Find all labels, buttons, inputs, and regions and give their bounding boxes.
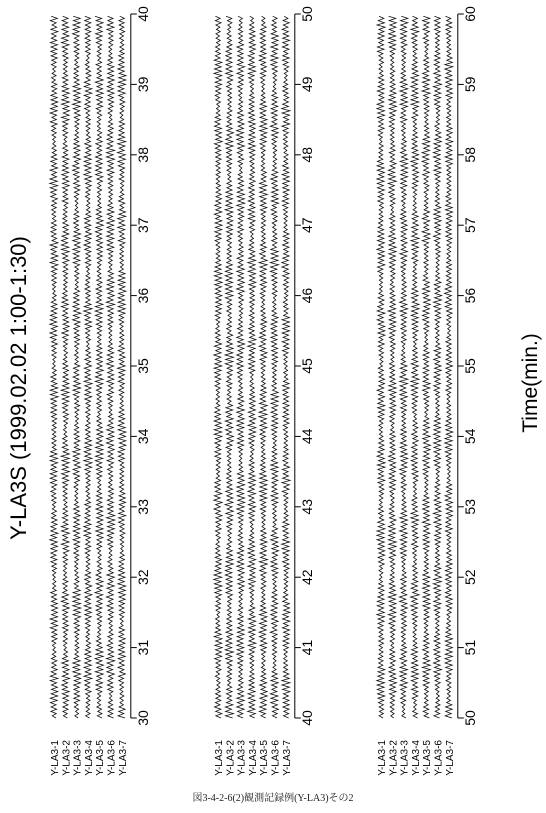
tick-label: 38 (134, 147, 151, 163)
trace-y-la3-6 (106, 16, 114, 718)
trace-y-la3-7 (445, 16, 453, 718)
trace-y-la3-3 (73, 16, 81, 718)
channel-label: Y-LA3-2 (388, 740, 400, 776)
channel-label: Y-LA3-2 (61, 740, 73, 776)
channel-label: Y-LA3-3 (236, 740, 248, 776)
tick-label: 45 (298, 358, 315, 374)
chart-title: Y-LA3S (1999.02.02 1:00-1:30) (6, 236, 31, 540)
tick-label: 33 (134, 499, 151, 515)
tick-label: 53 (461, 499, 478, 515)
trace-y-la3-5 (259, 16, 268, 718)
channel-label: Y-LA3-7 (444, 740, 456, 776)
panels-group (50, 6, 478, 776)
channel-label: Y-LA3-2 (225, 740, 237, 776)
trace-y-la3-3 (236, 16, 244, 718)
tick-label: 59 (461, 76, 478, 93)
tick-label: 52 (461, 569, 478, 585)
tick-label: 46 (298, 287, 315, 304)
tick-label: 34 (134, 428, 151, 445)
tick-label: 43 (298, 499, 315, 515)
trace-y-la3-5 (95, 16, 104, 718)
tick-label: 57 (461, 217, 478, 233)
channel-label: Y-LA3-6 (106, 740, 118, 776)
channel-label: Y-LA3-7 (281, 740, 293, 776)
trace-y-la3-5 (422, 16, 430, 718)
tick-label: 58 (461, 147, 478, 163)
channel-label: Y-LA3-5 (422, 740, 434, 776)
channel-label: Y-LA3-5 (95, 740, 107, 776)
figure-caption: 図3-4-2-6(2)観測記録例(Y-LA3)その2 (192, 793, 354, 804)
panel-2 (214, 6, 315, 776)
trace-y-la3-1 (377, 16, 385, 718)
trace-y-la3-4 (248, 16, 256, 718)
tick-label: 51 (461, 639, 478, 656)
tick-label: 48 (298, 147, 315, 163)
channel-label: Y-LA3-5 (259, 740, 271, 776)
channel-label: Y-LA3-4 (83, 740, 95, 776)
channel-label: Y-LA3-1 (50, 740, 61, 776)
trace-y-la3-4 (84, 16, 92, 718)
trace-y-la3-2 (61, 16, 69, 718)
tick-label: 55 (461, 358, 478, 374)
tick-label: 30 (134, 710, 151, 726)
tick-label: 40 (134, 6, 151, 22)
channel-label: Y-LA3-3 (399, 740, 411, 776)
panel-3 (377, 6, 478, 776)
tick-label: 42 (298, 569, 315, 585)
trace-y-la3-6 (270, 16, 278, 718)
channel-label: Y-LA3-1 (377, 740, 388, 776)
x-axis-label: Time(min.) (519, 333, 542, 433)
panel-1 (50, 6, 151, 776)
trace-y-la3-6 (433, 16, 441, 718)
tick-label: 39 (134, 76, 151, 93)
trace-y-la3-7 (118, 16, 127, 718)
tick-label: 41 (298, 639, 315, 656)
trace-y-la3-1 (50, 16, 58, 718)
trace-y-la3-7 (282, 16, 290, 718)
tick-label: 50 (461, 710, 478, 726)
trace-y-la3-3 (400, 16, 408, 718)
tick-label: 35 (134, 358, 151, 374)
tick-label: 49 (298, 76, 315, 93)
trace-y-la3-4 (411, 16, 420, 718)
channel-label: Y-LA3-6 (270, 740, 282, 776)
channel-label: Y-LA3-4 (410, 740, 422, 776)
tick-label: 31 (134, 639, 151, 656)
trace-y-la3-2 (388, 16, 396, 718)
channel-label: Y-LA3-6 (433, 740, 445, 776)
trace-y-la3-1 (214, 16, 222, 718)
tick-label: 36 (134, 287, 151, 304)
trace-y-la3-2 (225, 16, 233, 718)
channel-label: Y-LA3-7 (117, 740, 129, 776)
tick-label: 40 (298, 710, 315, 726)
tick-label: 37 (134, 217, 151, 233)
tick-label: 32 (134, 569, 151, 585)
tick-label: 50 (298, 6, 315, 22)
channel-label: Y-LA3-4 (247, 740, 259, 776)
tick-label: 44 (298, 428, 315, 445)
tick-label: 47 (298, 217, 315, 233)
tick-label: 60 (461, 6, 478, 22)
channel-label: Y-LA3-3 (72, 740, 84, 776)
channel-label: Y-LA3-1 (214, 740, 225, 776)
tick-label: 56 (461, 287, 478, 304)
tick-label: 54 (461, 428, 478, 445)
